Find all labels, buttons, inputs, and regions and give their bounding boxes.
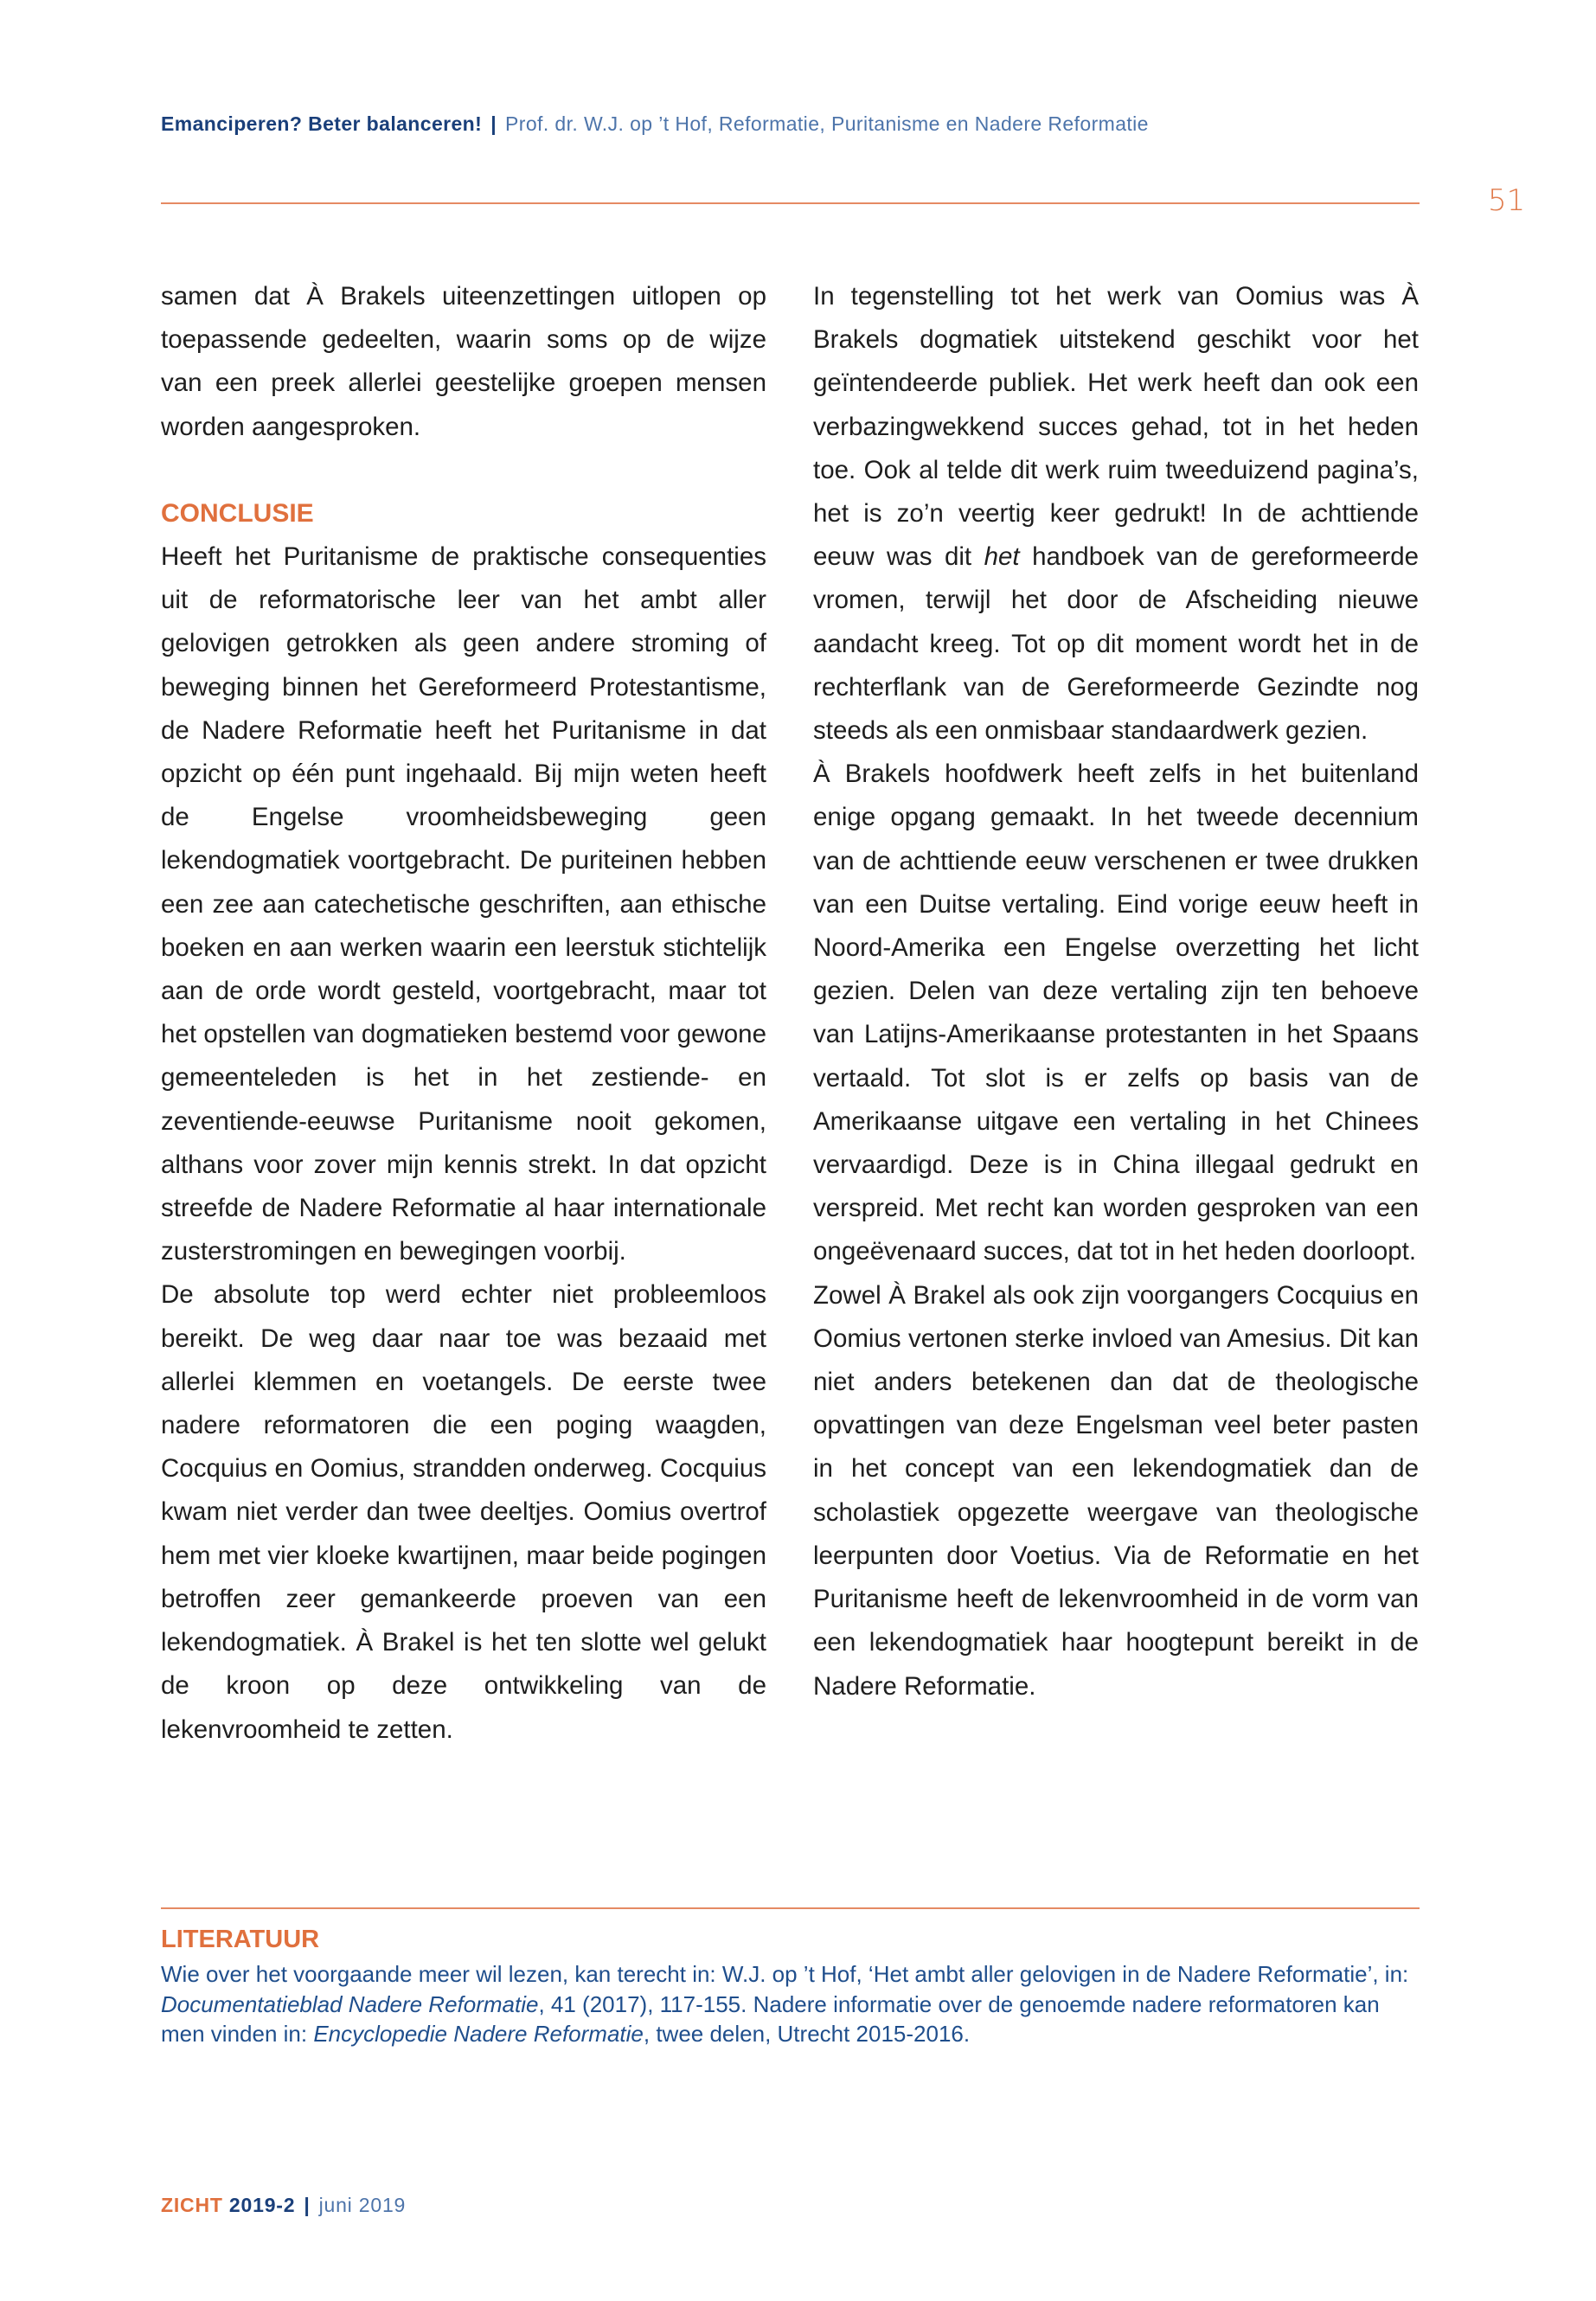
running-footer bbox=[161, 2194, 406, 2217]
literature-text-3: , twee delen, Utrecht 2015-2016. bbox=[643, 2021, 971, 2047]
left-paragraph-1: Heeft het Puritanisme de praktische consequenties uit de reformatorische leer van het ambt aller gelovigen getrokken als geen andere stroming of beweging binnen het Gereformeerd Protestantisme, de Nadere Reformatie heeft het Puritanisme in dat opzicht op één punt ingehaald. Bij mijn weten heeft de Engelse vroomheidsbeweging geen lekendogmatiek voortgebracht. De puriteinen hebben een zee aan catechetische geschriften, aan ethische boeken en aan werken waarin een leerstuk stichtelijk aan de orde wordt gesteld, voortgebracht, maar tot het opstellen van dogmatieken bestemd voor gewone gemeenteleden is het in het zestiende- en zeventiende-eeuwse Puritanisme nooit gekomen, althans voor zover mijn kennis strekt. In dat opzicht streefde de Nadere Reformatie al haar internationale zusterstromingen en bewegingen voorbij. bbox=[161, 542, 766, 1266]
literature-text bbox=[161, 1959, 1424, 2049]
page-number: 51 bbox=[1488, 183, 1526, 218]
section-heading-conclusie: CONCLUSIE bbox=[161, 498, 314, 528]
footer-date: juni 2019 bbox=[318, 2194, 407, 2216]
literature-divider bbox=[161, 1907, 1420, 1909]
footer-issue: 2019-2 bbox=[228, 2194, 296, 2216]
right-paragraph-1 bbox=[813, 275, 1419, 753]
literature-title-2: Encyclopedie Nadere Reformatie bbox=[313, 2021, 644, 2047]
literature-text-2: , 41 (2017), 117-155. Nadere informatie over de genoemde nadere reformatoren kan men vinden in: bbox=[161, 1990, 1380, 2047]
literature-text-1: Wie over het voorgaande meer wil lezen, kan terecht in: W.J. op ’t Hof, ‘Het ambt aller gelovigen in de Nadere Reformatie’, in: bbox=[161, 1961, 1409, 1987]
literature-heading: LITERATUUR bbox=[161, 1926, 320, 1953]
running-header bbox=[161, 112, 1424, 136]
footer-magazine: ZICHT bbox=[161, 2194, 223, 2216]
header-title: Emanciperen? Beter balanceren! bbox=[161, 112, 483, 135]
right-paragraph-1-after: handboek van de gereformeerde vromen, terwijl het door de Afscheiding nieuwe aandacht kreeg. Tot op dit moment wordt het in de rechterflank van de Gereformeerde Gezindte nog steeds als een onmisbaar standaardwerk gezien. bbox=[813, 542, 1420, 746]
left-intro-paragraph: samen dat À Brakels uiteenzettingen uitlopen op toepassende gedeelten, waarin soms op de wijze van een preek allerlei geestelijke groepen mensen worden aangesproken. bbox=[161, 282, 766, 441]
header-separator: | bbox=[490, 112, 497, 135]
header-divider bbox=[161, 202, 1420, 204]
literature-title-1: Documentatieblad Nadere Reformatie bbox=[161, 1990, 539, 2017]
left-paragraph-2: De absolute top werd echter niet probleemloos bereikt. De weg daar naar toe was bezaaid met allerlei klemmen en voetangels. De eerste twee nadere reformatoren die een poging waagden, Cocquius en Oomius, strandden onderweg. Cocquius kwam niet verder dan twee deeltjes. Oomius overtrof hem met vier kloeke kwartijnen, maar beide pogingen betroffen zeer gemankeerde proeven van een lekendogmatiek. À Brakel is het ten slotte wel gelukt de kroon op deze ontwikkeling van de lekenvroomheid te zetten. bbox=[161, 1280, 766, 1744]
right-paragraph-3: Zowel À Brakel als ook zijn voorgangers Cocquius en Oomius vertonen sterke invloed van Amesius. Dit kan niet anders betekenen dan dat de theologische opvattingen van deze Engelsman veel beter pasten in het concept van een lekendogmatiek dan de scholastiek opgezette weergave van theologische leerpunten door Voetius. Via de Reformatie en het Puritanisme heeft de lekenvroomheid in de vorm van een lekendogmatiek haar hoogtepunt bereikt in de Nadere Reformatie. bbox=[813, 1280, 1419, 1701]
header-subtitle: Prof. dr. W.J. op ’t Hof, Reformatie, Puritanisme en Nadere Reformatie bbox=[505, 112, 1149, 135]
left-column bbox=[161, 275, 766, 1752]
right-paragraph-1-italic: het bbox=[984, 542, 1020, 572]
right-paragraph-2: À Brakels hoofdwerk heeft zelfs in het buitenland enige opgang gemaakt. In het tweede decennium van de achttiende eeuw verschenen er twee drukken van een Duitse vertaling. Eind vorige eeuw heeft in Noord-Amerika een Engelse overzetting het licht gezien. Delen van deze vertaling zijn ten behoeve van Latijns-Amerikaanse protestanten in het Spaans vertaald. Tot slot is er zelfs op basis van de Amerikaanse uitgave een vertaling in het Chinees vervaardigd. Deze is in China illegaal gedrukt en verspreid. Met recht kan worden gesproken van een ongeëvenaard succes, dat tot in het heden doorloopt. bbox=[813, 760, 1419, 1266]
right-column bbox=[813, 275, 1419, 1708]
footer-separator: | bbox=[304, 2194, 311, 2216]
right-paragraph-1-before: In tegenstelling tot het werk van Oomius was À Brakels dogmatiek uitstekend geschikt voor het geïntendeerde publiek. Het werk heeft dan ook een verbazingwekkend succes gehad, tot in het heden toe. Ook al telde dit werk ruim tweeduizend pagina’s, het is zo’n veertig keer gedrukt! In de achttiende eeuw was dit bbox=[813, 282, 1419, 572]
